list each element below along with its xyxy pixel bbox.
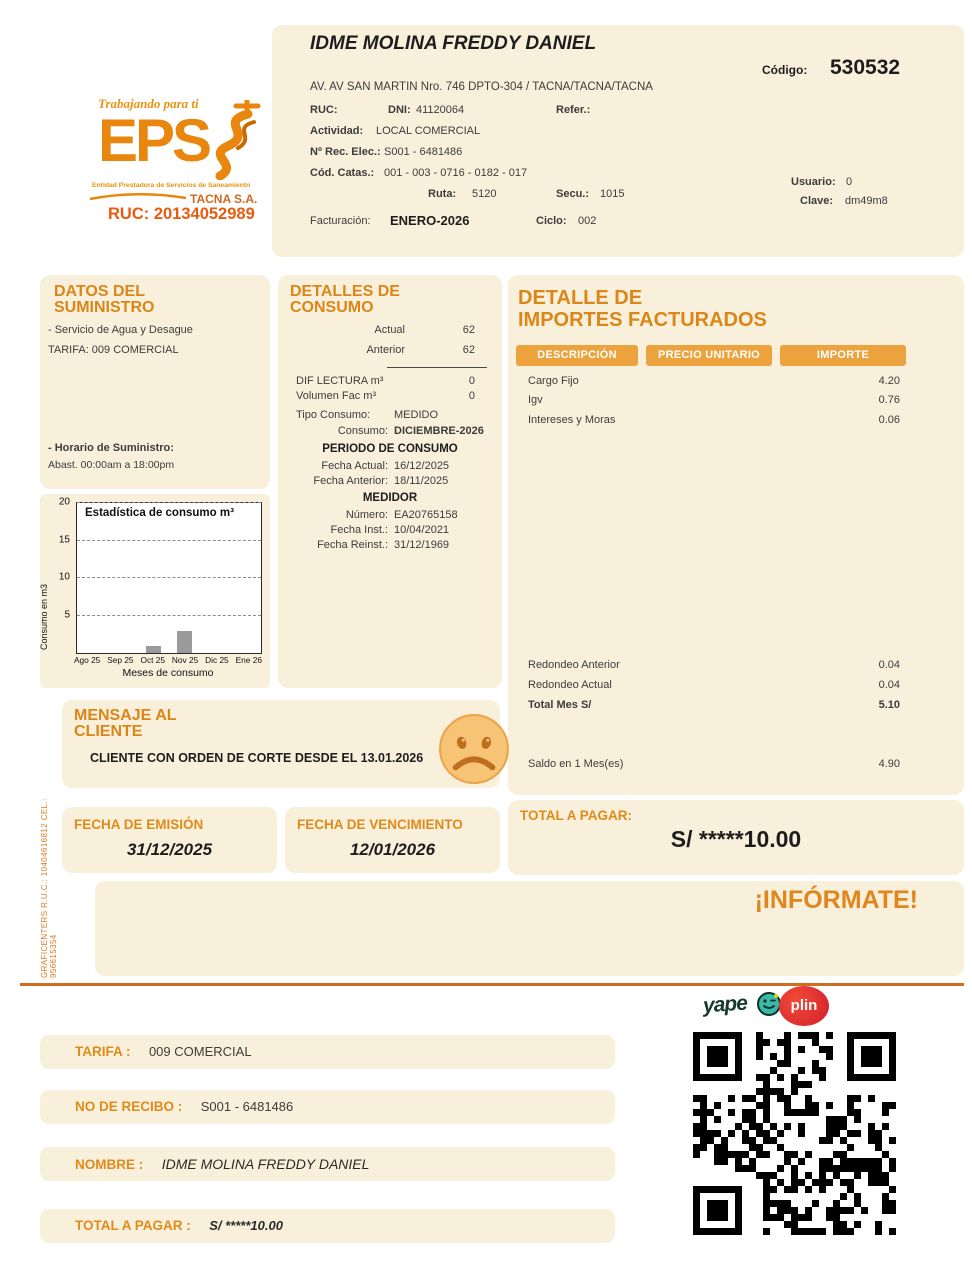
summary-row-total xyxy=(40,1209,615,1243)
fecha-actual-value: 16/12/2025 xyxy=(394,460,450,472)
consumo-value: DICIEMBRE-2026 xyxy=(394,425,484,437)
customer-address: AV. AV SAN MARTIN Nro. 746 DPTO-304 / TACNA/TACNA/TACNA xyxy=(310,81,653,93)
eps-logo-text: EPS xyxy=(98,107,210,174)
total-mes-label: Total Mes S/ xyxy=(528,699,592,711)
rec-elec-label: Nº Rec. Elec.: xyxy=(310,146,381,158)
codigo-value: 530532 xyxy=(830,56,901,79)
cod-catas-label: Cód. Catas.: xyxy=(310,167,375,179)
actual-value: 62 xyxy=(462,324,475,336)
logo-tagline: Trabajando para ti xyxy=(98,96,199,111)
separator-rule xyxy=(20,983,964,986)
secu-value: 1015 xyxy=(600,188,625,200)
supply-horario-label: - Horario de Suministro: xyxy=(48,442,174,454)
chart-y-axis-ticks: 5 10 15 20 xyxy=(58,496,70,620)
anterior-value: 62 xyxy=(462,344,475,356)
table-row-desc: Cargo Fijo xyxy=(528,375,579,387)
ruta-label: Ruta: xyxy=(428,188,457,200)
dif-lectura-value: 0 xyxy=(468,375,475,387)
logo-company: TACNA S.A. xyxy=(190,192,258,206)
actividad-value: LOCAL COMERCIAL xyxy=(376,125,481,137)
plin-logo: plin xyxy=(779,986,829,1026)
summary-nombre-label: NOMBRE : xyxy=(75,1157,144,1172)
periodo-title: PERIODO DE CONSUMO xyxy=(322,443,458,455)
chart-title: Estadística de consumo m³ xyxy=(85,507,234,519)
redondeo-anterior-label: Redondeo Anterior xyxy=(528,659,620,671)
volumen-fac-label: Volumen Fac m³ xyxy=(296,390,377,402)
volumen-fac-value: 0 xyxy=(468,390,475,402)
medidor-numero-label: Número: xyxy=(345,509,388,521)
informate-text: ¡INFÓRMATE! xyxy=(754,886,918,914)
summary-row-nombre xyxy=(40,1147,615,1181)
emision-label: FECHA DE EMISIÓN xyxy=(74,817,204,832)
usuario-label: Usuario: xyxy=(791,176,836,188)
message-title-line2: CLIENTE xyxy=(74,723,143,740)
dni-value: 41120064 xyxy=(416,104,465,116)
supply-title-line1: DATOS DEL xyxy=(54,283,145,300)
vencimiento-panel xyxy=(285,807,500,873)
medidor-numero-value: EA20765158 xyxy=(394,509,458,521)
table-row-desc: Igv xyxy=(528,394,543,406)
consumption-title-line2: CONSUMO xyxy=(290,299,374,316)
redondeo-anterior-value: 0.04 xyxy=(878,659,900,671)
fecha-actual-label: Fecha Actual: xyxy=(321,460,388,472)
logo-subtitle: Entidad Prestadora de Servicios de Saneamiento xyxy=(92,182,251,189)
chart-x-axis-ticks: Ago 25 Sep 25 Oct 25 Nov 25 Dic 25 Ene 26 xyxy=(74,655,262,665)
vencimiento-label: FECHA DE VENCIMIENTO xyxy=(297,817,463,832)
saldo-value: 4.90 xyxy=(878,758,900,770)
yape-logo: yape xyxy=(702,991,748,1018)
summary-nombre-value: IDME MOLINA FREDDY DANIEL xyxy=(161,1156,370,1172)
chart-y-axis-label: Consumo en m3 xyxy=(39,583,49,650)
summary-tarifa-value: 009 COMERCIAL xyxy=(148,1044,252,1059)
summary-tarifa-label: TARIFA : xyxy=(75,1044,131,1059)
supply-horario-value: Abast. 00:00am a 18:00pm xyxy=(48,459,175,471)
table-row-desc: Intereses y Moras xyxy=(528,414,616,426)
summary-total-value: S/ *****10.00 xyxy=(209,1218,283,1233)
refer-label: Refer.: xyxy=(556,104,591,116)
total-panel xyxy=(508,800,964,875)
supply-title-line2: SUMINISTRO xyxy=(54,299,155,316)
total-mes-value: 5.10 xyxy=(878,699,900,711)
fecha-reinst-value: 31/12/1969 xyxy=(394,539,450,551)
anterior-label: Anterior xyxy=(366,344,405,356)
saldo-label: Saldo en 1 Mes(es) xyxy=(528,758,624,770)
importes-title-line1: DETALLE DE xyxy=(518,287,643,309)
vencimiento-value: 12/01/2026 xyxy=(349,840,436,859)
consumption-title-line1: DETALLES DE xyxy=(290,283,400,300)
summary-total-label: TOTAL A PAGAR : xyxy=(75,1218,191,1233)
ciclo-label: Ciclo: xyxy=(536,215,567,227)
tipo-consumo-value: MEDIDO xyxy=(394,409,438,421)
secu-label: Secu.: xyxy=(556,188,590,200)
consumption-divider xyxy=(387,367,487,368)
clave-value: dm49m8 xyxy=(845,195,888,207)
emision-value: 31/12/2025 xyxy=(126,840,213,859)
chart-x-axis-label: Meses de consumo xyxy=(122,667,214,679)
importes-title-line2: IMPORTES FACTURADOS xyxy=(518,309,767,331)
total-label: TOTAL A PAGAR: xyxy=(520,808,632,823)
logo-underline-swoosh xyxy=(88,192,188,202)
codigo-label: Código: xyxy=(762,63,808,77)
supply-service: - Servicio de Agua y Desague xyxy=(48,324,193,336)
redondeo-actual-label: Redondeo Actual xyxy=(528,679,612,691)
facturacion-value: ENERO-2026 xyxy=(390,213,470,228)
rec-elec-value: S001 - 6481486 xyxy=(384,146,463,158)
summary-recibo-value: S001 - 6481486 xyxy=(200,1099,294,1114)
ruc-label: RUC: xyxy=(310,104,338,116)
eps-logo-swoosh-icon xyxy=(188,100,266,180)
qr-code xyxy=(693,1032,896,1235)
fecha-reinst-label: Fecha Reinst.: xyxy=(317,539,388,551)
col-header-importe: IMPORTE xyxy=(780,345,906,366)
dif-lectura-label: DIF LECTURA m³ xyxy=(296,375,384,387)
emision-panel xyxy=(62,807,277,873)
customer-name: IDME MOLINA FREDDY DANIEL xyxy=(310,33,597,54)
fecha-anterior-value: 18/11/2025 xyxy=(394,475,449,487)
fecha-inst-value: 10/04/2021 xyxy=(394,524,450,536)
summary-row-tarifa xyxy=(40,1035,615,1069)
ruta-value: 5120 xyxy=(472,188,497,200)
sad-face-icon xyxy=(437,712,511,786)
printer-credit: GRAFICENTERS R.U.C.: 10404616812 CEL.: 956615354 xyxy=(40,798,58,978)
tipo-consumo-label: Tipo Consumo: xyxy=(296,409,371,421)
table-row-importe: 4.20 xyxy=(878,375,900,387)
message-text: CLIENTE CON ORDEN DE CORTE DESDE EL 13.01.2026 xyxy=(90,751,424,765)
table-row-importe: 0.06 xyxy=(878,414,900,426)
fecha-inst-label: Fecha Inst.: xyxy=(330,524,388,536)
col-header-precio-unitario: PRECIO UNITARIO xyxy=(646,345,772,366)
clave-label: Clave: xyxy=(800,195,834,207)
dni-label: DNI: xyxy=(388,104,411,116)
actividad-label: Actividad: xyxy=(310,125,364,137)
supply-tarifa: TARIFA: 009 COMERCIAL xyxy=(48,344,179,356)
usuario-value: 0 xyxy=(846,176,853,188)
ciclo-value: 002 xyxy=(578,215,597,227)
facturacion-label: Facturación: xyxy=(310,215,371,227)
summary-recibo-label: NO DE RECIBO : xyxy=(75,1099,183,1114)
redondeo-actual-value: 0.04 xyxy=(878,679,900,691)
actual-label: Actual xyxy=(374,324,405,336)
total-value: S/ *****10.00 xyxy=(670,826,802,852)
logo-ruc: RUC: 20134052989 xyxy=(108,205,255,223)
consumo-label: Consumo: xyxy=(337,425,388,437)
consumption-chart-plot xyxy=(76,502,262,654)
col-header-descripcion: DESCRIPCIÓN xyxy=(516,345,638,366)
summary-row-recibo xyxy=(40,1090,615,1124)
table-row-importe: 0.76 xyxy=(878,394,900,406)
chart-bars xyxy=(77,503,261,653)
cod-catas-value: 001 - 003 - 0716 - 0182 - 017 xyxy=(384,167,528,179)
medidor-title: MEDIDOR xyxy=(362,492,418,504)
consumption-chart-panel xyxy=(40,494,270,688)
fecha-anterior-label: Fecha Anterior: xyxy=(313,475,388,487)
message-title-line1: MENSAJE AL xyxy=(74,707,177,724)
